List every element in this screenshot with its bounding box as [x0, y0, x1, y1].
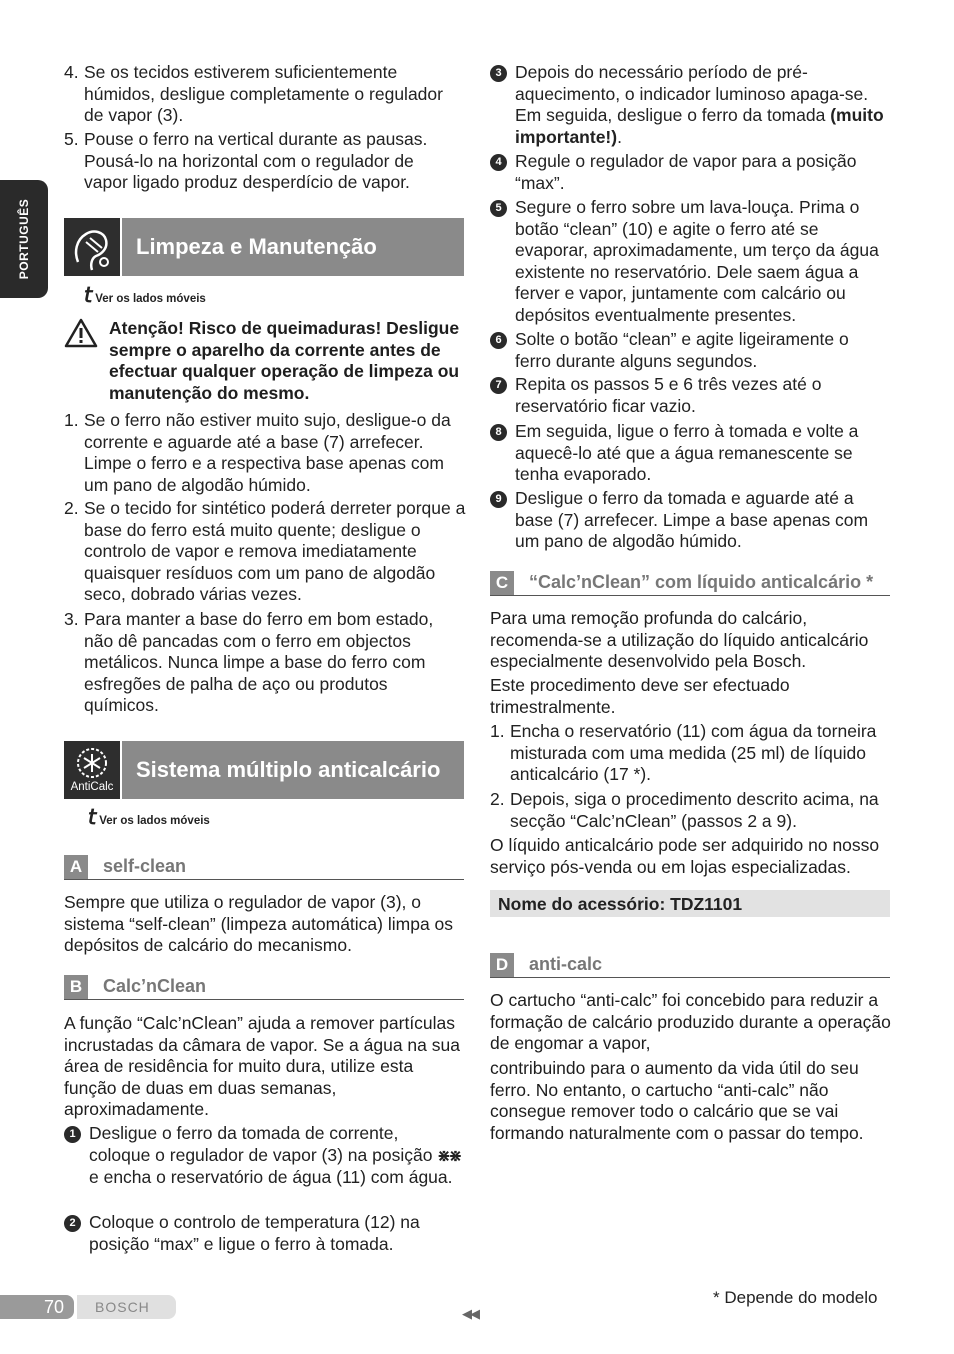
step-text-cont: e encha o reservatório de água (11) com água. — [89, 1167, 453, 1187]
warning-text: Atenção! Risco de queimaduras! Desligue sempre o aparelho da corrente antes de efectuar qualquer operação de limpeza ou manutenção do mesmo. — [109, 318, 460, 403]
step-text: Desligue o ferro da tomada de corrente, coloque o regulador de vapor (3) na posição — [89, 1123, 433, 1165]
anticalc-title: Sistema múltiplo anticalcário — [136, 757, 441, 782]
see-sides-text: Ver os lados móveis — [99, 815, 210, 827]
item-text: Para manter a base do ferro em bom estado, não dê pancadas com o ferro em objectos metálicos. Nunca limpe a base do ferro com esfregões de palha de aço ou produtos químicos. — [84, 609, 434, 715]
no-steam-icon: ⋇⋇ — [437, 1147, 461, 1165]
step-text: Desligue o ferro da tomada e aguarde até a base (7) arrefecer. Limpe a base apenas com um pano de algodão húmido. — [515, 488, 869, 551]
section-c-header — [490, 571, 890, 596]
cleaning-title: Limpeza e Manutenção — [136, 234, 377, 259]
language-tab-label: PORTUGUÊS — [17, 198, 31, 280]
step-number: 9 — [490, 491, 507, 508]
step-text: Depois do necessário período de pré-aquecimento, o indicador luminoso apaga-se. Em seguida, desligue o ferro da tomada — [515, 62, 869, 125]
item-text: Depois, siga o procedimento descrito acima, na secção “Calc’nClean” (passos 2 a 9). — [510, 789, 879, 831]
brand-label: BOSCH — [95, 1299, 150, 1315]
step-number: 4 — [490, 154, 507, 171]
step-number: 7 — [490, 377, 507, 394]
hand-cleaning-icon — [64, 218, 120, 276]
section-b-header — [64, 975, 464, 1000]
step-text: Segure o ferro sobre um lava-louça. Prima o botão “clean” (10) e agite o ferro até se evaporar, aproximadamente, um terço da água existente no reservatório. Dele saem água a ferver e vapor, juntamente com calcário ou depósitos eventualmente presentes. — [515, 197, 879, 325]
item-text: Se o tecido for sintético poderá derreter porque a base do ferro está muito quente; desligue o controlo de vapor e remova imediatamente quaisquer resíduos com um pano de algodão seco, dobrado várias vezes. — [84, 498, 466, 604]
anticalc-icon — [64, 741, 120, 799]
item-number: 2. — [64, 498, 79, 518]
see-sides-note — [88, 805, 210, 830]
item-number: 2. — [490, 789, 505, 809]
item-text: Se o ferro não estiver muito sujo, desligue-o da corrente e aguarde até a base (7) arrefecer. Limpe o ferro e a respectiva base apenas com um pano de algodão húmido. — [84, 410, 451, 495]
step-text: Em seguida, ligue o ferro à tomada e volte a aquecê-lo até que a água remanescente se tenha evaporado. — [515, 421, 859, 484]
accessory-box — [490, 890, 890, 917]
item-text: Encha o reservatório (11) com água da torneira misturada com uma medida (25 ml) de líquido anticalcário (17 *). — [510, 721, 877, 784]
page-number: 70 — [43, 1297, 64, 1317]
cleaning-icon — [64, 218, 120, 276]
see-sides-note — [84, 283, 206, 308]
section-letter: B — [64, 975, 88, 999]
page-number-tab — [0, 1295, 74, 1319]
section-title: Calc’nClean — [103, 976, 207, 996]
section-letter: D — [490, 953, 514, 977]
step-number: 8 — [490, 424, 507, 441]
section-title: self-clean — [103, 856, 187, 876]
section-d-header — [490, 953, 890, 978]
see-sides-text: Ver os lados móveis — [95, 293, 206, 305]
anticalc-icon-label: AntiCalc — [70, 781, 114, 793]
step-text: Coloque o controlo de temperatura (12) na posição “max” e ligue o ferro à tomada. — [89, 1212, 420, 1254]
item-number: 1. — [490, 721, 505, 741]
page-nav-arrows[interactable]: ◀◀ — [462, 1306, 478, 1321]
step-tail: . — [617, 126, 622, 147]
step-text: Solte o botão “clean” e agite ligeiramente o ferro durante alguns segundos. — [515, 329, 849, 371]
section-a-text: Sempre que utiliza o regulador de vapor (3), o sistema “self-clean” (limpeza automática) limpa os depósitos de calcário do mecanismo. — [64, 892, 454, 955]
section-d-para-2: contribuindo para o aumento da vida útil do seu ferro. No entanto, o cartucho “anti-calc” não consegue remover todo o calcário que se vai formando naturalmente com o passar do tempo. — [490, 1058, 864, 1143]
brand-tab — [77, 1295, 176, 1319]
footnote: * Depende do modelo — [713, 1288, 878, 1307]
item-text: Se os tecidos estiverem suficientemente húmidos, desligue completamente o regulador de vapor (3). — [84, 62, 443, 125]
step-text: Repita os passos 5 e 6 três vezes até o reservatório ficar vazio. — [515, 374, 822, 416]
item-number: 4. — [64, 62, 79, 82]
item-number: 5. — [64, 129, 79, 149]
turn-page-icon: 𝘵 — [88, 806, 97, 829]
section-letter: C — [490, 571, 514, 595]
item-number: 3. — [64, 609, 79, 629]
step-emphasis: (muito importante!) — [515, 105, 884, 147]
warning-icon — [64, 318, 98, 348]
section-title: “Calc’nClean” com líquido anticalcário * — [529, 572, 874, 592]
section-c-para-3: O líquido anticalcário pode ser adquirido no nosso serviço pós-venda ou em lojas especializadas. — [490, 835, 880, 877]
step-number: 3 — [490, 65, 507, 82]
turn-page-icon: 𝘵 — [84, 284, 93, 307]
step-number: 1 — [64, 1126, 81, 1143]
item-number: 1. — [64, 410, 79, 430]
section-a-header — [64, 855, 464, 880]
language-tab — [0, 180, 48, 298]
step-number: 5 — [490, 200, 507, 217]
step-number: 6 — [490, 332, 507, 349]
step-text: Regule o regulador de vapor para a posição “max”. — [515, 151, 857, 193]
section-b-text: A função “Calc’nClean” ajuda a remover partículas incrustadas da câmara de vapor. Se a água na sua área de residência for muito dura, utilize esta função de duas em duas semanas, aproximadamente. — [64, 1013, 460, 1119]
section-c-para-2: Este procedimento deve ser efectuado trimestralmente. — [490, 675, 790, 717]
snowflake-icon — [64, 741, 120, 783]
section-title: anti-calc — [529, 954, 603, 974]
item-text: Pouse o ferro na vertical durante as pausas. Pousá-lo na horizontal com o regulador de vapor ligado produz desperdício de vapor. — [84, 129, 428, 192]
section-d-para-1: O cartucho “anti-calc” foi concebido para reduzir a formação de calcário produzido durante a operação de engomar a vapor, — [490, 990, 891, 1053]
step-number: 2 — [64, 1215, 81, 1232]
section-c-para-1: Para uma remoção profunda do calcário, recomenda-se a utilização do líquido anticalcário especialmente desenvolvido pela Bosch. — [490, 608, 869, 671]
section-letter: A — [64, 855, 88, 879]
accessory-name: Nome do acessório: TDZ1101 — [498, 894, 743, 914]
